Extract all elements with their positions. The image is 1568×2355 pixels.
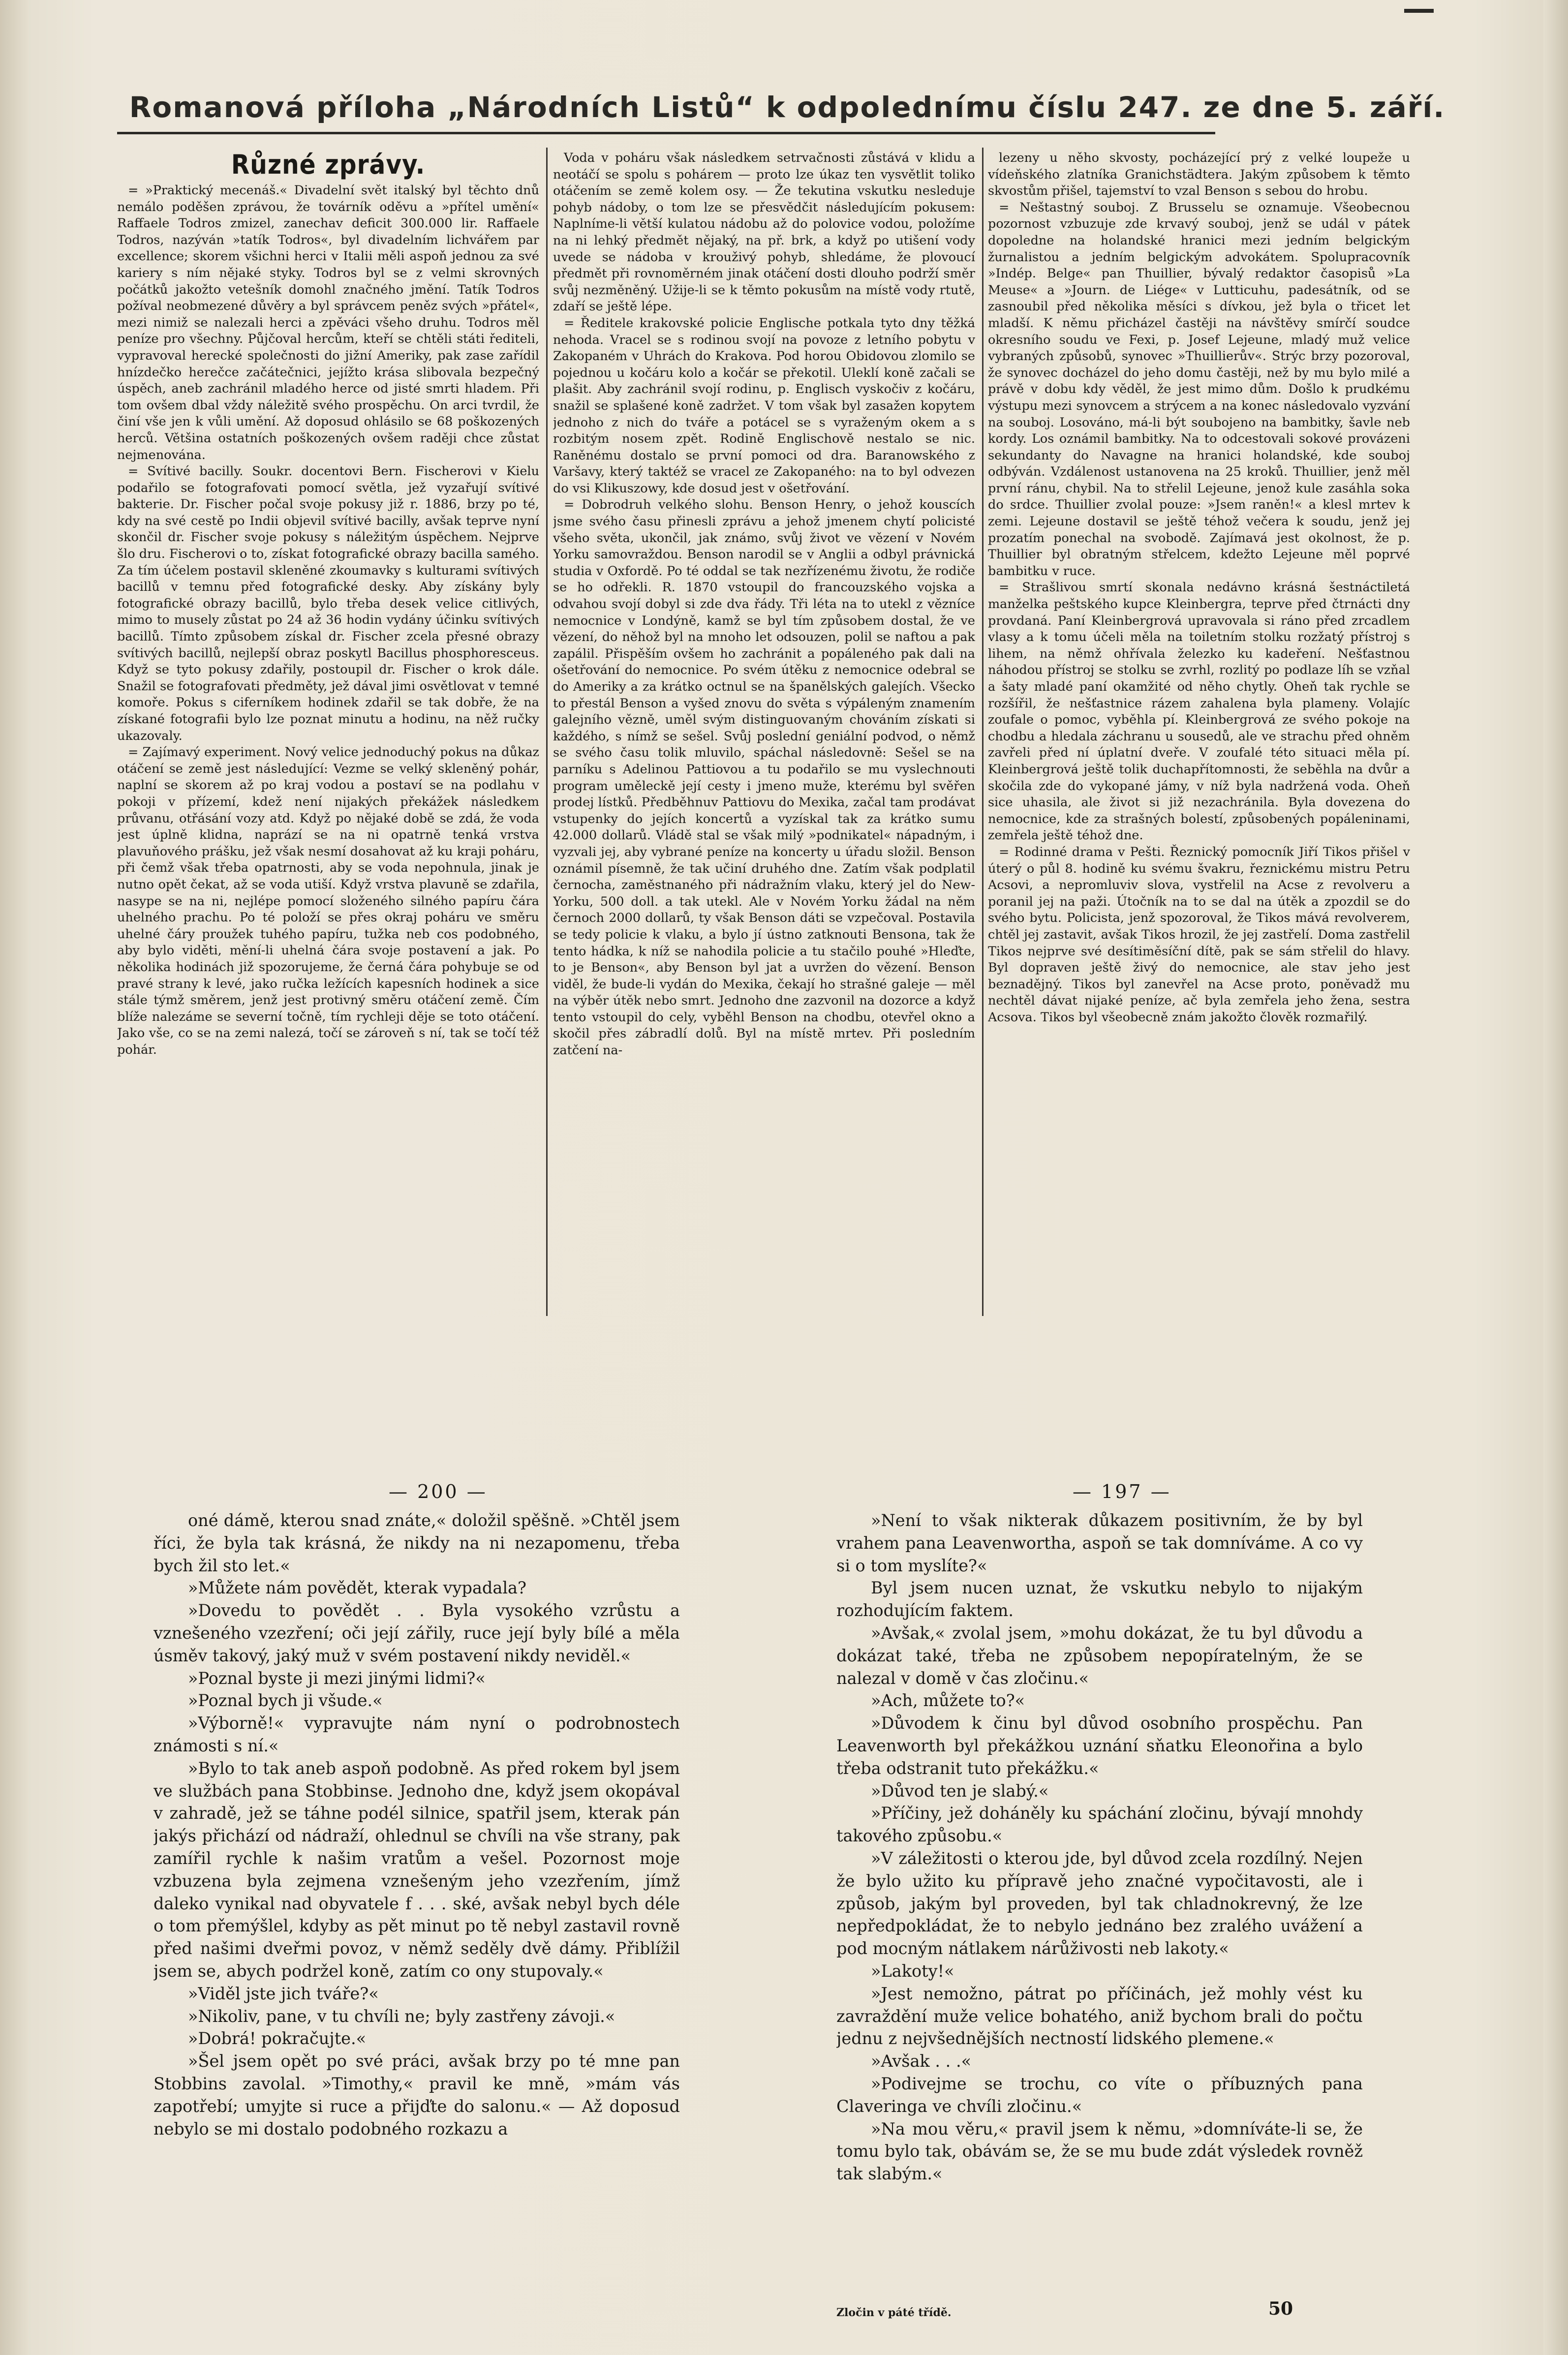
binding-shadow-right: [1543, 0, 1568, 2355]
novel-paragraph: »Můžete nám povědět, kterak vypadala?: [188, 1578, 526, 1598]
novel-paragraph: »Jest nemožno, pátrat po příčinách, jež mohly vést ku zavraždění muže velice bohatého, aniž bychom brali do počtu jednu z nejvšednějších nectností lidského plemene.«: [836, 1984, 1363, 2049]
novel-right-page: [836, 1509, 1363, 2321]
corner-mark: [1404, 9, 1434, 13]
novel-paragraph: »Poznal bych ji všude.«: [188, 1691, 383, 1711]
news-item: = Strašlivou smrtí skonala nedávno krásná šestnáctiletá manželka peštského kupce Kleinbergra, teprve před čtrnácti dny provdaná. Paní Kleinbergrová upravovala si ráno před zrcadlem vlasy a k tomu účeli měla na toiletním stolku rozžatý přístroj s lihem, na němž ohřívala železko ku kadeření. Nešťastnou náhodou přístroj se stolku se zvrhl, rozlitý po podlaze líh se vzňal a šaty mladé paní okamžité od něho chytly. Oheň tak rychle se rozšířil, že nešťastnice rázem zahalena byla plameny. Volajíc zoufale o pomoc, vyběhla pí. Kleinbergrová ze svého pokoje na chodbu a hledala záchranu u sousedů, ale ve strachu před ohněm zavřeli před ní úplatní dveře. V zoufalé této situaci měla pí. Kleinbergrová ještě tolik duchapřítomnosti, že seběhla na dvůr a skočila zde do vykopané jámy, v níž byla nadržená voda. Oheň sice uhasila, ale život si již nezachránila. Byla dovezena do nemocnice, kde za strašných bolestí, způsobených popáleninami, zemřela ještě téhož dne.: [988, 580, 1410, 843]
novel-paragraph: oné dámě, kterou snad znáte,« doložil spěšně. »Chtěl jsem říci, že byla tak krásná, že nikdy na ni nezapomenu, třeba bych žil sto let.«: [154, 1511, 680, 1575]
news-item: = Ředitele krakovské policie Englische potkala tyto dny těžká nehoda. Vracel se s rodinou svojí na povoze z letního pobytu v Zakopaném v Uhrách do Krakova. Pod horou Obidovou zlomilo se pojednou u kočáru kolo a kočár se překotil. Uleklí koně začali se plašit. Aby zachránil svojí rodinu, p. Englisch vyskočiv z kočáru, snažil se splašené koně zadržet. V tom však byl zasažen kopytem jednoho z nich do tváře a potácel se s vyraženým okem a s rozbitým nosem zpět. Rodině Englischově nestalo se nic. Raněnému dostalo se první pomoci od dra. Baranowského z Varšavy, který taktéž se vracel ze Zakopaného: na to byl odvezen do vsi Klikuszowy, kde dosud jest v ošetřování.: [553, 315, 975, 496]
news-item: Voda v poháru však následkem setrvačnosti zůstává v klidu a neotáčí se spolu s pohárem — proto lze úkaz ten vysvětlit toliko otáčením se země kolem osy. — Že tekutina vskutku nesleduje pohyb nádoby, o tom lze se přesvědčit následujícím pokusem: Naplníme-li větší kulatou nádobu až do polovice vodou, položíme na ni lehký předmět nějaký, na př. brk, a když po utišení vody uvede se nádoba v krouživý pohyb, shledáme, že plovoucí předmět při rovnoměrném jinak otáčení dosti dlouho podrží směr svůj nezměněný. Užije-li se k těmto pokusům na místě vody rtutě, zdaří se ještě lépe.: [553, 151, 975, 314]
sheet-number: 50: [1268, 2298, 1293, 2319]
novel-paragraph: »Lakoty!«: [871, 1961, 954, 1981]
novel-paragraph: »Viděl jste jich tváře?«: [188, 1984, 379, 2003]
news-item: = Neštastný souboj. Z Brusselu se oznamuje. Všeobecnou pozornost vzbuzuje zde krvavý souboj, jenž se udál v pátek dopoledne na holandské hranici mezi jedním belgickým žurnalistou a jedním belgickým advokátem. Spolupracovník »Indép. Belge« pan Thuillier, bývalý redaktor časopisů »La Meuse« a »Journ. de Liége« v Lutticuhu, padesátník, od se zasnoubil před několika měsíci s dívkou, jež byla o třicet let mladší. K němu přicházel častěji na návštěvy smírčí soudce okresního soudu ve Fexi, p. Josef Lejeune, mladý muž velice vybraných způsobů, synovec »Thuillierův«. Strýc brzy pozoroval, že synovec docházel do jeho domu častěji, než by mu bylo milé a právě v dobu kdy věděl, že jest mimo dům. Došlo k prudkému výstupu mezi synovcem a strýcem a na konec následovalo vyzvání na souboj. Losováno, má-li být soubojeno na bambitky, šavle neb kordy. Los oznámil bambitky. Na to odcestovali sokové provázeni sekundanty do Navagne na hranici holandské, kde souboj odbýván. Vzdálenost ustanovena na 25 kroků. Thuillier, jenž měl první ránu, chybil. Na to střelil Lejeune, jenož kule zasáhla soka do srdce. Thuillier zvolal pouze: »Jsem raněn!« a klesl mrtev k zemi. Lejeune dostavil se ještě téhož večera k soudu, jenž jej prozatím ponechal na svobodě. Zajímavá jest okolnost, že p. Thuillier byl obratným střelcem, kdežto Lejeune měl poprvé bambitku v ruce.: [988, 200, 1410, 579]
novel-paragraph: »Ach, můžete to?«: [871, 1691, 1025, 1711]
novel-paragraph: »Není to však nikterak důkazem positivním, že by byl vrahem pana Leavenwortha, aspoň se tak domníváme. A co vy si o tom myslíte?«: [836, 1511, 1363, 1575]
column-divider: [982, 148, 984, 1316]
novel-paragraph: »Šel jsem opět po své práci, avšak brzy po té mne pan Stobbins zavolal. »Timothy,« pravil ke mně, »mám vás zapotřebí; umyjte si ruce a přijďte do salonu.« — Až doposud nebylo se mi dostalo podobného rozkazu a: [154, 2051, 680, 2139]
novel-paragraph: »Avšak . . .«: [871, 2051, 972, 2071]
news-item: = Dobrodruh velkého slohu. Benson Henry, o jehož kouscích jsme svého času přinesli zprávu a jehož jmenem chytí policisté všeho světa, ukončil, jak známo, svůj život ve vězení v Novém Yorku samovraždou. Benson narodil se v Anglii a odbyl právnická studia v Oxfordě. Po té oddal se tak nezřízenému životu, že rodiče se ho odřekli. R. 1870 vstoupil do francouzského vojska a odvahou svojí dobyl si zde dva řády. Tři léta na to utekl z vězníce nemocnice v Londýně, kamž se byl tím způsobem dostal, že ve vězení, do něhož byl na mnoho let odsouzen, polil se naftou a pak zapálil. Přispěším ovšem ho zachránit a popáleného pak dali na ošetřování do nemocnice. Po svém útěku z nemocnice odebral se do Ameriky a za krátko octnul se na španělských galejích. Všecko to přestál Benson a vyšed znovu do světa s výpáleným znamením galejního vězně, uměl svým distinguovaným chováním získati si každého, s nímž se sešel. Svůj poslední geniální podvod, o němž se svého času tolik mluvilo, spáchal následovně: Sešel se na parníku s Adelinou Pattiovou a tu podařilo se mu vyslechnouti program uměleckě její cesty i jmeno muže, kterému byl svěřen prodej lístků. Předběhnuv Pattiovu do Mexika, začal tam prodávat vstupenky do jejích koncertů a vyzískal tak za krátko sumu 42.000 dollarů. Vládě stal se však milý »podnikatel« nápadným, i vyzvali jej, aby vybrané peníze na koncerty u úřadu složil. Benson oznámil písemně, že tak učiní druhého dne. Zatím však podplatil černocha, zaměstnaného při nádražním vlaku, který jel do New-Yorku, 500 doll. a tak utekl. Ale v Novém Yorku žádal na něm černoch 2000 dollarů, ty však Benson dáti se vzpečoval. Postavila se tedy policie k vlaku, a bylo jí ústno zatknouti Bensona, tak že tento hádka, k níž se nahodila policie a tu stačilo pouhé »Hleďte, to je Benson«, aby Benson byl jat a uvržen do vězení. Benson viděl, že bude-li vydán do Mexika, čekají ho strašné galeje — měl na výběr útěk nebo smrt. Jednoho dne zazvonil na dozorce a když tento vstoupil do cely, vyběhl Benson na chodbu, otevřel okno a skočil přes zábradlí dolů. Byl na místě mrtev. Při posledním zatčení na-: [553, 497, 975, 1058]
novel-paragraph: »Bylo to tak aneb aspoň podobně. As před rokem byl jsem ve službách pana Stobbinse. Jednoho dne, když jsem okopával v zahradě, jež se táhne podél silnice, spatřil jsem, kterak pán jakýs přichází od nádraží, ohlednul se chvíli na vše strany, pak zamířil rychle k našim vratům a vešel. Pozornost moje vzbuzena byla zejmena vznešeným jeho vzezřením, jímž daleko vynikal nad obyvatele f . . . ské, avšak nebyl bych déle o tom přemýšlel, kdyby as pět minut po tě nebyl zastavil rovně před našimi dveřmi povoz, v němž seděly dvě dámy. Přiblížil jsem se, abych podržel koně, zatím co ony stupovaly.«: [154, 1758, 680, 1981]
news-column-3: [988, 150, 1410, 1459]
novel-left-page: [154, 1509, 680, 2321]
column-divider: [546, 148, 548, 1316]
novel-paragraph: »Dobrá! pokračujte.«: [188, 2029, 367, 2049]
novel-paragraph: »Příčiny, jež doháněly ku spáchání zločinu, bývají mnohdy takového způsobu.«: [836, 1804, 1363, 1846]
signature-mark: Zločin v páté třídě.: [836, 2306, 952, 2319]
novel-paragraph: »Důvodem k činu byl důvod osobního prospěchu. Pan Leavenworth byl překážkou uznání sňatku Eleonořina a bylo třeba odstranit tuto překážku.«: [836, 1713, 1363, 1778]
news-item: = »Praktický mecenáš.« Divadelní svět italský byl těchto dnů nemálo poděšen zprávou, že továrník oděvu a »přítel umění« Raffaele Todros zmizel, zanechav deficit 300.000 lir. Raffaele Todros, nazýván »tatík Todros«, byl divadelním lichvářem par excellence; skorem všichni herci v Italii měli aspoň jednou za své kariery s ním nějaké styky. Todros byl se z velmi skrovných počátků jakožto vetešník domohl značného jmění. Tatík Todros požíval neobmezené důvěry a byl správcem peněz svých »přátel«, mezi nimiž se nalezali herci a zpěváci všeho druhu. Todros měl peníze pro všechny. Půjčoval hercům, kteří se chtěli státi řediteli, vypravoval herecké společnosti do jižní Ameriky, pak zase zařídil hnízdečko herečce začátečnici, jejížto krása slibovala bezpečný úspěch, aneb zachránil mladého herce od jisté smrti hladem. Při tom ovšem dbal vždy náležitě svého prospěchu. On arci tvrdil, že činí vše jen k vůli umění. Až doposud ohlásilo se 68 poškozených herců. Většina ostatních poškozených ovšem raději chce zůstat nejmenována.: [117, 183, 539, 462]
news-title: Různé zprávy.: [231, 150, 426, 180]
news-item: = Svítivé bacilly. Soukr. docentovi Bern. Fischerovi v Kielu podařilo se fotografovati pomocí světla, jež vyzařují svítivé bakterie. Dr. Fischer počal svoje pokusy již r. 1886, brzy po té, kdy na své cestě po Indii objevil svítivé bacilly, avšak teprve nyní skončil dr. Fischer svoje pokusy s náležitým úspěchem. Nejprve šlo dru. Fischerovi o to, získat fotografické obrazy bacilla samého. Za tím účelem postavil skleněné zkoumavky s kulturami svítivých bacillů v temnu před fotografické desky. Aby získány byly fotografické obrazy bacillů, bylo třeba desek velice citlivých, mimo to musely zůstat po 24 až 36 hodin vydány účinku svítivých bacillů. Tímto způsobem získal dr. Fischer zcela přesné obrazy svítivých bacillů, nejlepší obraz poskytl Bacillus phosphoresceus. Když se tyto pokusy zdařily, postoupil dr. Fischer o krok dále. Snažil se fotografovati předměty, jež dával jimi osvětlovat v temné komoře. Pokus s ciferníkem hodinek zdařil se tak dobře, že na získané fotografii bylo lze poznat minutu a hodinu, na něž ručky ukazovaly.: [117, 464, 539, 743]
novel-paragraph: »Na mou věru,« pravil jsem k němu, »domníváte-li se, že tomu bylo tak, obávám se, že se mu bude zdát výsledek rovněž tak slabým.«: [836, 2119, 1363, 2184]
novel-paragraph: Byl jsem nucen uznat, že vskutku nebylo to nijakým rozhodujícím faktem.: [836, 1578, 1363, 1621]
news-item: = Rodinné drama v Pešti. Řeznický pomocník Jiří Tikos přišel v úterý o půl 8. hodině ku svému švakru, řeznickému mistru Petru Acsovi, a nepromluviv slova, vystřelil na Acse z revolveru a poranil jej na paži. Útočník na to se dal na útěk a zpozdil se do svého bytu. Policista, jenž spozoroval, že Tikos mává revolverem, chtěl jej zastavit, avšak Tikos hrozil, že jej zastřelí. Doma zastřelil Tikos nejprve své desítiměsíční dítě, pak se sám střelil do hlavy. Byl dopraven ještě živý do nemocnice, ale stav jeho jest beznadějný. Tikos byl zanevřel na Acse proto, poněvadž mu nechtěl dávat nijaké peníze, ač byla zemřela jeho žena, sestra Acsova. Tikos byl všeobecně znám jakožto člověk rozmařilý.: [988, 844, 1410, 1025]
novel-paragraph: »Výborně!« vypravujte nám nyní o podrobnostech známosti s ní.«: [154, 1713, 680, 1755]
novel-paragraph: »Dovedu to povědět . . Byla vysokého vzrůstu a vznešeného vzezření; oči její zářily, ruce její byly bílé a měla úsměv takový, jaký muž v svém postavení nikdy neviděl.«: [154, 1601, 680, 1665]
novel-paragraph: »Avšak,« zvolal jsem, »mohu dokázat, že tu byl důvodu a dokázat také, třeba ne způsobem nepopíratelným, že se nalezal v domě v čas zločinu.«: [836, 1623, 1363, 1688]
masthead-rule: [117, 132, 1215, 134]
news-column-2: [553, 150, 975, 1459]
news-item: = Zajímavý experiment. Nový velice jednoduchý pokus na důkaz otáčení se země jest následující: Vezme se velký skleněný pohár, naplní se skorem až po kraj vodou a postaví se na podlahu v pokoji v přízemí, kdež není nijakých překážek následkem průvanu, otřásání vozy atd. Když po nějaké době se zdá, že voda jest úplně klidna, naprází se na ni opatrně tenká vrstva plavuňového prášku, jež však nesmí dosahovat až ku kraji poháru, při čemž však třeba opatrnosti, aby se voda nepohnula, jinak je nutno opět čekat, až se voda utiší. Když vrstva plavuně se zdařila, nasype se na ni, nejlépe pomocí složeného silného papíru čára uhelného prachu. Po té položí se přes okraj poháru ve směru uhelné čáry proužek tuhého papíru, tužka neb cos podobného, aby bylo viděti, mění-li uhelná čára svoje postavení a jak. Po několika hodinách již spozorujeme, že černá čára pohybuje se od pravé strany k levé, jako ručka ležících kapesních hodinek a sice stále týmž směrem, jenž jest protivný směru otáčení země. Čím blíže nalezáme se severní točně, tím rychleji děje se toto otáčení. Jako vše, co se na zemi nalezá, točí se zároveň s ní, tak se točí též pohár.: [117, 745, 539, 1057]
novel-paragraph: »Nikoliv, pane, v tu chvíli ne; byly zastřeny závoji.«: [188, 2006, 615, 2026]
novel-paragraph: »Důvod ten je slabý.«: [871, 1781, 1049, 1801]
masthead: Romanová příloha „Národních Listů“ k odpolednímu číslu 247. ze dne 5. září.: [129, 91, 1445, 124]
binding-shadow-left: [0, 0, 29, 2355]
novel-paragraph: »V záležitosti o kterou jde, byl důvod zcela rozdílný. Nejen že bylo užito ku přípravě jeho značné vypočitavosti, ale i způsob, jakým byl proveden, byl tak chladnokrevný, že lze nepředpokládat, že to nebylo jednáno bez zralého uvážení a pod mocným nátlakem nárůživosti neb lakoty.«: [836, 1848, 1363, 1958]
news-item: lezeny u něho skvosty, pocházející prý z velké loupeže u vídeňského zlatníka Granichstädtera. Jakým způsobem k těmto skvostům přišel, tajemství to vzal Benson s sebou do hrobu.: [988, 151, 1410, 199]
novel-paragraph: »Podivejme se trochu, co víte o příbuzných pana Claveringa ve chvíli zločinu.«: [836, 2074, 1363, 2116]
page-number-left: — 200 —: [389, 1481, 488, 1502]
novel-paragraph: »Poznal byste ji mezi jinými lidmi?«: [188, 1668, 486, 1688]
page-number-right: — 197 —: [1073, 1481, 1171, 1502]
news-column-1: [117, 150, 539, 1459]
